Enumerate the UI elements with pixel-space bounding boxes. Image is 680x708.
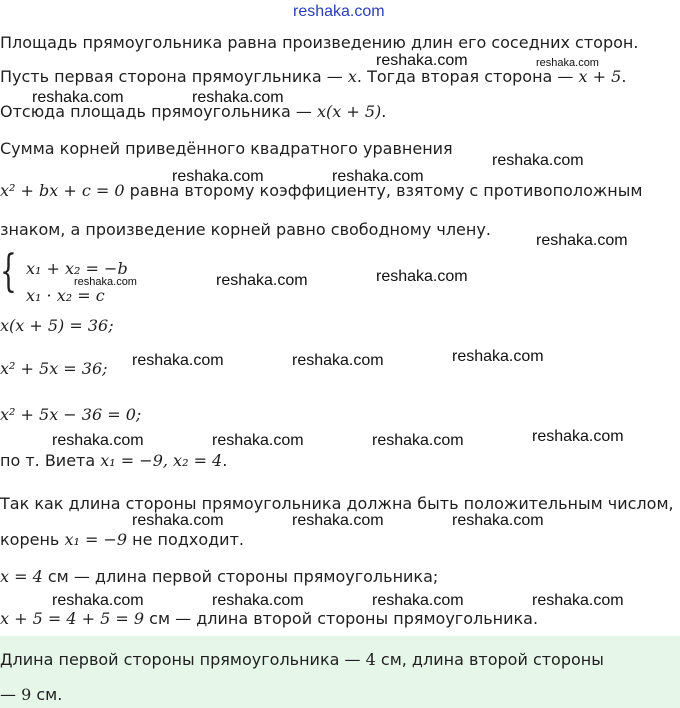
watermark: reshaka.com <box>452 512 544 529</box>
answer-line-2 <box>0 685 62 704</box>
text-segment: не подходит. <box>132 530 244 549</box>
watermark: reshaka.com <box>32 89 124 106</box>
answer-value-second: 9 <box>21 685 32 704</box>
text-segment: . Тогда вторая сторона — <box>356 67 574 86</box>
watermark: reshaka.com <box>216 272 308 289</box>
text-line-10 <box>0 609 538 628</box>
watermark: reshaka.com <box>52 592 144 609</box>
answer-box <box>0 636 680 708</box>
math-expression: x₁ = −9 <box>64 530 128 549</box>
watermark: reshaka.com <box>376 52 468 69</box>
text-segment: — <box>0 685 16 704</box>
watermark: reshaka.com <box>332 168 424 185</box>
watermark: reshaka.com <box>132 512 224 529</box>
math-expression: x = 4 <box>0 567 43 586</box>
text-line-7: Так как длина стороны прямоугольника должна быть положительным числом, <box>0 494 674 513</box>
equation-2: x² + 5x = 36; <box>0 359 108 378</box>
text-segment: см. <box>36 685 63 704</box>
watermark: reshaka.com <box>292 512 384 529</box>
text-line-6: знаком, а произведение корней равно свободному члену. <box>0 220 491 239</box>
brace-symbol: { <box>0 246 17 297</box>
text-segment: см, длина второй стороны <box>380 650 604 669</box>
math-expression: x + 5 = 4 + 5 = 9 <box>0 609 145 628</box>
text-segment: Длина первой стороны прямоугольника — <box>0 650 361 669</box>
watermark: reshaka.com <box>52 432 144 449</box>
watermark: reshaka.com <box>536 232 628 249</box>
system-equation-2: x₁ · x₂ = c <box>26 286 105 305</box>
text-segment: Отсюда площадь прямоугольника — <box>0 102 312 121</box>
math-expression: x + 5 <box>578 67 622 86</box>
watermark: reshaka.com <box>532 428 624 445</box>
text-line-1: Площадь прямоугольника равна произведению длин его соседних сторон. <box>0 33 639 52</box>
watermark: reshaka.com <box>74 276 137 288</box>
text-segment: . <box>381 102 387 121</box>
watermark: reshaka.com <box>376 268 468 285</box>
text-segment: по т. Виета <box>0 451 96 470</box>
equation-1: x(x + 5) = 36; <box>0 316 114 335</box>
answer-value-first: 4 <box>365 650 376 669</box>
text-segment: . <box>222 451 228 470</box>
text-line-8 <box>0 530 244 549</box>
text-segment: корень <box>0 530 60 549</box>
math-variable: x <box>347 67 357 86</box>
text-segment: Пусть первая сторона прямоугльника — <box>0 67 343 86</box>
answer-line-1 <box>0 650 604 669</box>
text-segment: равна второму коэффициенту, взятому с противоположным <box>129 181 643 200</box>
text-segment: см — длина первой стороны прямоугольника; <box>47 567 439 586</box>
watermark: reshaka.com <box>492 152 584 169</box>
watermark: reshaka.com <box>372 432 464 449</box>
math-expression: x² + bx + c = 0 <box>0 181 125 200</box>
watermark: reshaka.com <box>536 57 599 69</box>
system-equation-1: x₁ + x₂ = −b <box>26 259 128 278</box>
watermark: reshaka.com <box>452 348 544 365</box>
watermark: reshaka.com <box>132 352 224 369</box>
watermark: reshaka.com <box>172 168 264 185</box>
text-line-2 <box>0 67 626 86</box>
watermark-top: reshaka.com <box>293 3 385 20</box>
watermark: reshaka.com <box>212 592 304 609</box>
math-expression: x(x + 5) <box>317 102 382 121</box>
watermark: reshaka.com <box>372 592 464 609</box>
vieta-line <box>0 451 227 470</box>
watermark: reshaka.com <box>192 89 284 106</box>
text-line-9 <box>0 567 438 586</box>
watermark: reshaka.com <box>532 592 624 609</box>
text-segment: . <box>621 67 627 86</box>
watermark: reshaka.com <box>292 352 384 369</box>
text-segment: см — длина второй стороны прямоугольника. <box>149 609 539 628</box>
watermark: reshaka.com <box>212 432 304 449</box>
text-line-5 <box>0 181 642 200</box>
equation-3: x² + 5x − 36 = 0; <box>0 405 142 424</box>
text-line-4: Сумма корней приведённого квадратного уравнения <box>0 139 453 158</box>
math-expression: x₁ = −9, x₂ = 4 <box>100 451 223 470</box>
